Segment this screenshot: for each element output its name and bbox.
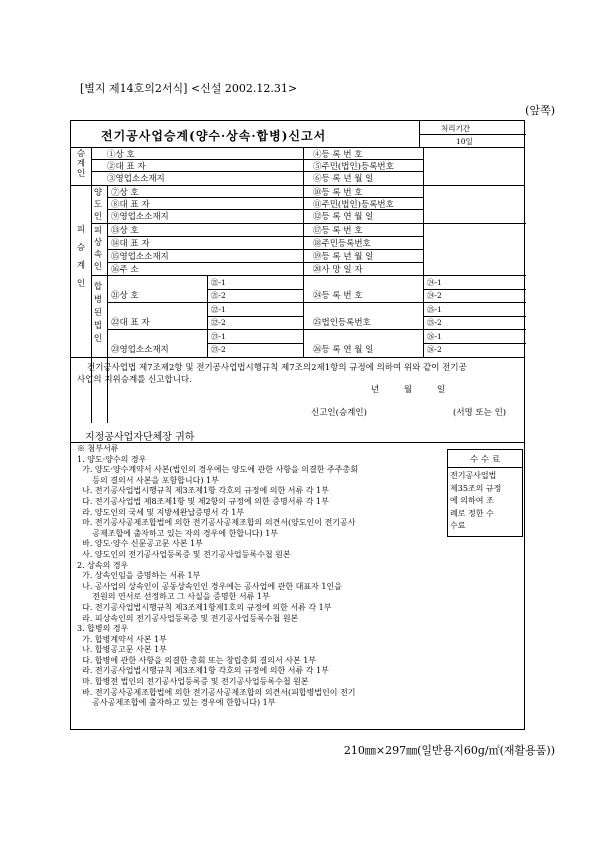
heir-home-address-label: ⑯주 소 bbox=[111, 265, 139, 275]
mark-b1: ㉒-1 bbox=[211, 305, 226, 314]
doc-line: 공제조합에 출자하고 있는 자의 경우에 한합니다) 1부 bbox=[77, 528, 279, 538]
heir-name-label: ⑬상 호 bbox=[111, 226, 139, 236]
merged-rep-label: ㉒대 표 자 bbox=[111, 318, 150, 328]
doc-line: 바. 전기공사공제조합법에 의한 전기공사공제조합의 의견서(피합병법인이 전기 bbox=[77, 687, 356, 697]
fee-title: 수 수 료 bbox=[470, 455, 501, 465]
merged-reg-date-label: ㉖등 록 연 월 일 bbox=[313, 345, 374, 355]
doc-line: 2. 상속의 경우 bbox=[77, 560, 129, 570]
merged-name-label: ㉑상 호 bbox=[111, 291, 139, 301]
declaration-line-1: 전기공사업법 제7조제2항 및 전기공사업법시행규칙 제7조의2제1항의 규정에 의하여 위와 같이 전기공 bbox=[87, 363, 467, 373]
doc-line: 라. 피상속인의 전기공사업등록증 및 전기공사업등록수첩 원본 bbox=[77, 613, 299, 623]
doc-line: 가. 합병계약서 사본 1부 bbox=[77, 634, 167, 644]
mark-c1: ㉓-1 bbox=[211, 332, 226, 341]
doc-line: 사. 양도인의 전기공사업등록증 및 전기공사업등록수첩 원본 bbox=[77, 549, 291, 559]
successor-rep-label: ②대 표 자 bbox=[107, 162, 146, 172]
heir-resident-no-label: ⑱주민등록번호 bbox=[313, 239, 371, 249]
doc-line: 다. 전기공사업법 제8조제1항 및 제2항의 규정에 의한 증명서류 각 1부 bbox=[77, 496, 329, 506]
doc-line: 가. 양도·양수계약서 사본(법인의 경우에는 양도에 관한 사항을 의결한 주주총회 bbox=[77, 465, 358, 475]
mark-f2: ㉖-2 bbox=[427, 345, 442, 354]
doc-line: 전원의 연서로 선정하고 그 사실을 증명한 서류 1부 bbox=[77, 592, 270, 602]
mark-a2: ㉑-2 bbox=[211, 291, 226, 300]
attached-docs bbox=[77, 444, 358, 709]
heir-address-label: ⑮영업소소재지 bbox=[111, 252, 169, 262]
mark-a1: ㉑-1 bbox=[211, 278, 226, 287]
heir-rep-label: ⑭대 표 자 bbox=[111, 239, 150, 249]
processing-period-label: 처리기간 bbox=[441, 124, 470, 133]
doc-line: 마. 합병전 법인의 전기공사업등록증 및 전기공사업등록수첩 원본 bbox=[77, 677, 309, 687]
addressee: 지정공사업자단체장 귀하 bbox=[85, 432, 195, 443]
mark-d2: ㉔-2 bbox=[427, 291, 442, 300]
merged-corp-no-label: ㉕법인등록번호 bbox=[313, 318, 371, 328]
successor-resident-no-label: ⑤주민(법인)등록번호 bbox=[313, 162, 394, 172]
doc-line: 나. 전기공사업법시행규칙 제3조제1항 각호의 규정에 의한 서류 각 1부 bbox=[77, 486, 329, 496]
merged-address-label: ㉓영업소소재지 bbox=[111, 345, 169, 355]
transferor-address-label: ⑨영업소소재지 bbox=[111, 212, 169, 222]
heir-reg-date-label: ⑲등 록 년 월 일 bbox=[313, 252, 374, 262]
docs-title: ※ 첨부서류 bbox=[77, 444, 119, 453]
doc-line: 다. 합병에 관한 사항을 의결한 총회 또는 창립총회 결의서 사본 1부 bbox=[77, 655, 317, 665]
fee-text: 전기공사업법 제35조의 규정 에 의하여 조 례로 정한 수 수료 bbox=[450, 471, 502, 530]
doc-line: 1. 양도·양수의 경우 bbox=[77, 454, 147, 464]
doc-line: 라. 전기공사업법시행규칙 제3조제1항 각호의 규정에 의한 서류 각 1부 bbox=[77, 666, 329, 676]
form-number: [별지 제14호의2서식] <신설 2002.12.31> bbox=[80, 82, 298, 95]
transferor-reg-no-label: ⑩등 록 번 호 bbox=[313, 188, 363, 198]
doc-line: 나. 합병공고문 사본 1부 bbox=[77, 645, 167, 655]
doc-line: 바. 양도·양수 신문공고문 사본 1부 bbox=[77, 539, 203, 549]
doc-line: 나. 공사업의 상속인이 공동상속인인 경우에는 공사업에 관한 대표자 1인을 bbox=[77, 581, 342, 591]
transferor-reg-date-label: ⑫등 록 연 월 일 bbox=[313, 212, 374, 222]
processing-period-value: 10일 bbox=[456, 137, 473, 146]
heir-label: 피 상 속 인 bbox=[93, 226, 103, 272]
fee-box bbox=[447, 449, 523, 537]
report-date: 년 월 일 bbox=[371, 385, 446, 395]
doc-line: 등의 결의서 사본을 포함합니다) 1부 bbox=[77, 475, 219, 485]
signer-label: 신고인(승계인) bbox=[311, 408, 367, 418]
predecessor-label: 피 승 계 인 bbox=[76, 225, 86, 289]
transferor-resident-no-label: ⑪주민(법인)등록번호 bbox=[313, 200, 394, 210]
report-form bbox=[70, 120, 525, 730]
successor-address-label: ③영업소소재지 bbox=[107, 174, 165, 184]
paper-size-note: 210㎜×297㎜(일반용지60g/㎡(재활용품)) bbox=[343, 744, 555, 757]
form-title: 전기공사업승계(양수·상속·합병)신고서 bbox=[101, 129, 327, 143]
successor-label: 승 계 인 bbox=[76, 149, 86, 179]
doc-line: 마. 전기공사공제조합법에 의한 전기공사공제조합의 의견서(양도인이 전기공사 bbox=[77, 518, 356, 528]
page-side-label: (앞쪽) bbox=[525, 104, 555, 117]
mark-d1: ㉔-1 bbox=[427, 278, 442, 287]
merged-corp-label: 합 병 된 법 인 bbox=[93, 282, 103, 344]
mark-c2: ㉓-2 bbox=[211, 345, 226, 354]
doc-line: 라. 양도인의 국세 및 지방세완납증명서 각 1부 bbox=[77, 507, 245, 517]
sign-note: (서명 또는 인) bbox=[453, 408, 507, 418]
transferor-rep-label: ⑧대 표 자 bbox=[111, 200, 150, 210]
successor-name-label: ①상 호 bbox=[107, 150, 135, 160]
mark-f1: ㉖-1 bbox=[427, 332, 442, 341]
declaration-line-2: 사업의 지위승계를 신고합니다. bbox=[77, 375, 192, 385]
doc-line: 다. 전기공사업법시행규칙 제3조제1항제1호의 규정에 의한 서류 각 1부 bbox=[77, 602, 332, 612]
successor-reg-date-label: ⑥등 록 년 월 일 bbox=[313, 174, 374, 184]
mark-e2: ㉕-2 bbox=[427, 318, 442, 327]
mark-b2: ㉒-2 bbox=[211, 318, 226, 327]
heir-reg-no-label: ⑰등 록 번 호 bbox=[313, 226, 363, 236]
transferor-name-label: ⑦상 호 bbox=[111, 188, 139, 198]
doc-line: 공사공제조합에 출자하고 있는 경우에 한합니다) 1부 bbox=[77, 698, 276, 708]
mark-e1: ㉕-1 bbox=[427, 305, 442, 314]
merged-reg-no-label: ㉔등 록 번 호 bbox=[313, 291, 363, 301]
transferor-label: 양 도 인 bbox=[93, 188, 103, 222]
heir-death-date-label: ⑳사 망 일 자 bbox=[313, 265, 363, 275]
successor-reg-no-label: ④등 록 번 호 bbox=[313, 150, 363, 160]
doc-line: 가. 상속인임을 증명하는 서류 1부 bbox=[77, 571, 201, 581]
doc-line: 3. 합병의 경우 bbox=[77, 624, 129, 634]
